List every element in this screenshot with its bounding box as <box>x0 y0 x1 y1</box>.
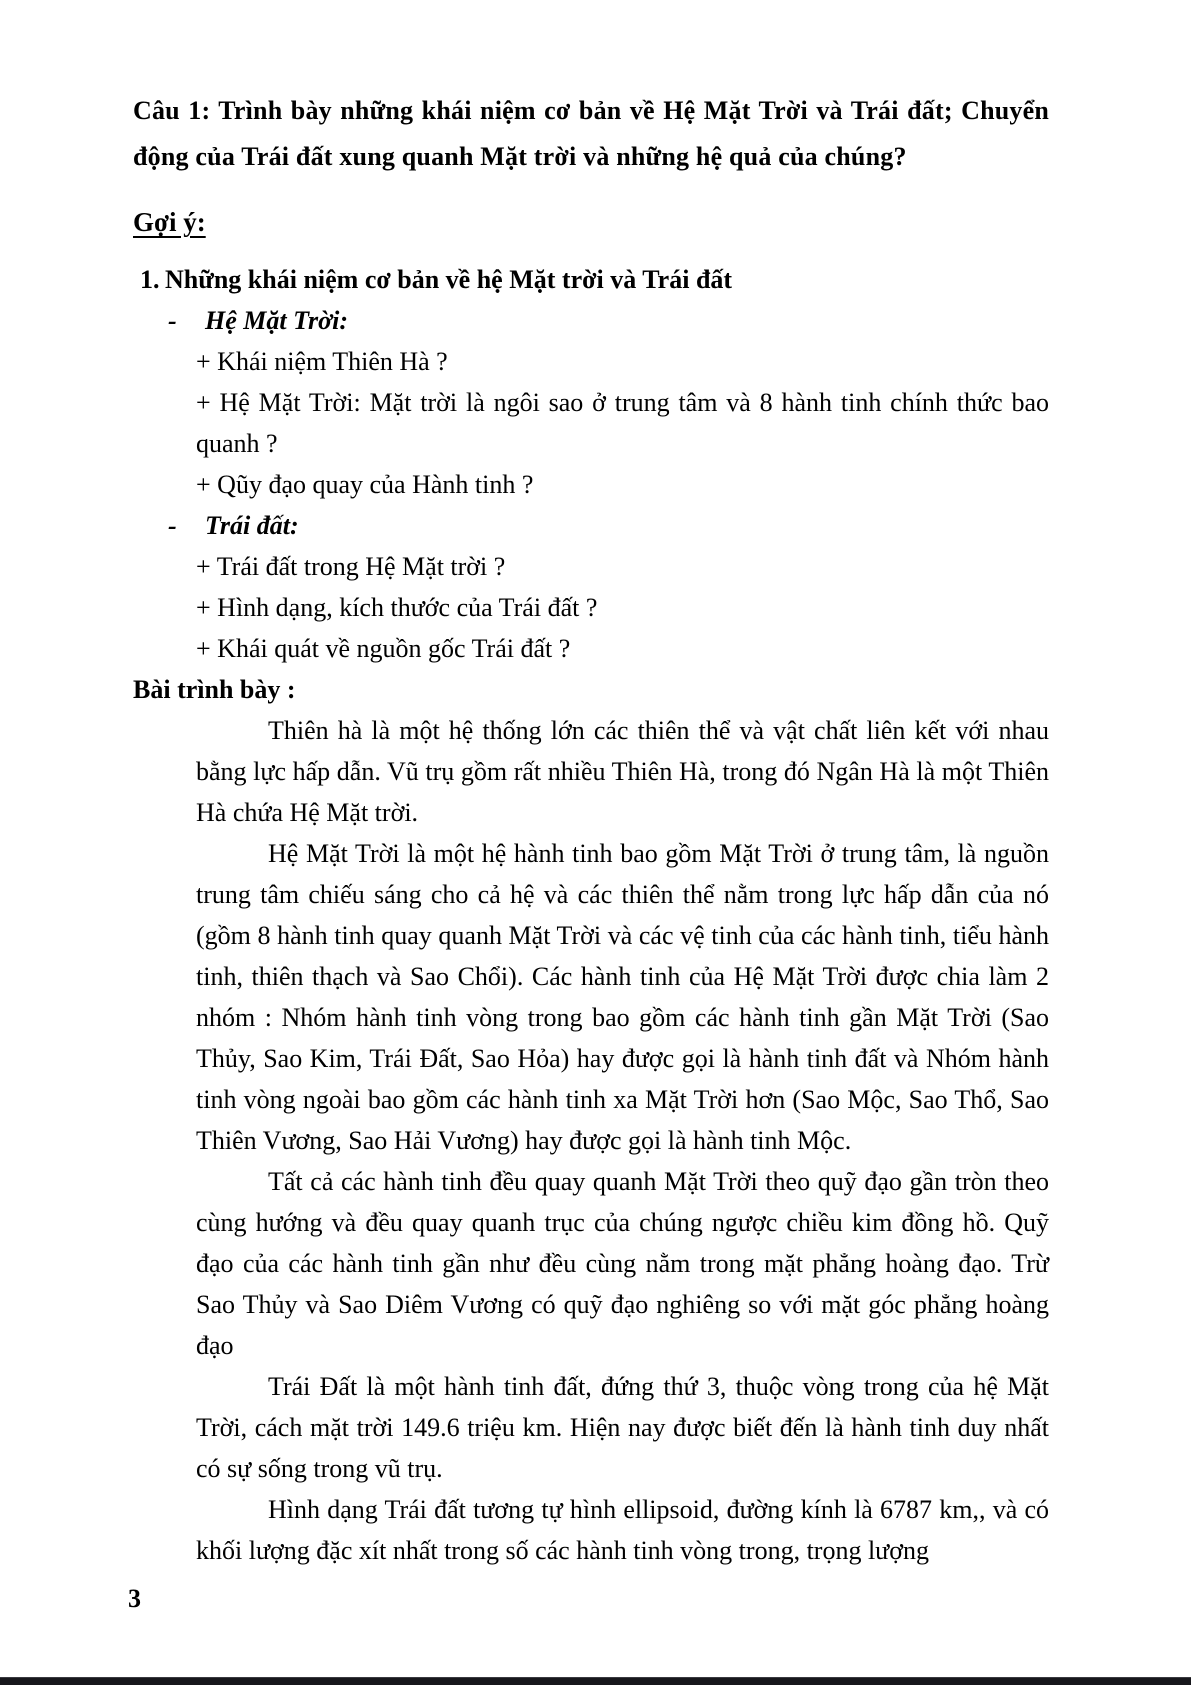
hint-label: Gợi ý: <box>133 207 206 237</box>
outline-point: + Khái niệm Thiên Hà ? <box>196 347 448 376</box>
scan-edge-bar <box>0 1677 1191 1685</box>
outline-item-heading: Những khái niệm cơ bản về hệ Mặt trời và Trái đất <box>165 265 733 294</box>
essay-paragraph: Hệ Mặt Trời là một hệ hành tinh bao gồm Mặt Trời ở trung tâm, là nguồn trung tâm chiếu sáng cho cả hệ và các thiên thể nằm trong lực hấp dẫn của nó (gồm 8 hành tinh quay quanh Mặt Trời và các vệ tinh của các hành tinh, tiểu hành tinh, thiên thạch và Sao Chổi). Các hành tinh của Hệ Mặt Trời được chia làm 2 nhóm : Nhóm hành tinh vòng trong bao gồm các hành tinh gần Mặt Trời (Sao Thủy, Sao Kim, Trái Đất, Sao Hỏa) hay được gọi là hành tinh đất và Nhóm hành tinh vòng ngoài bao gồm các hành tinh xa Mặt Trời hơn (Sao Mộc, Sao Thổ, Sao Thiên Vương, Sao Hải Vương) hay được gọi là hành tinh Mộc. <box>196 839 1049 1155</box>
outline-point: + Khái quát về nguồn gốc Trái đất ? <box>196 634 571 663</box>
outline-point: + Hình dạng, kích thước của Trái đất ? <box>196 593 598 622</box>
outline-group-solar-system <box>168 300 1049 341</box>
essay-paragraph: Trái Đất là một hành tinh đất, đứng thứ 3, thuộc vòng trong của hệ Mặt Trời, cách mặt trời 149.6 triệu km. Hiện nay được biết đến là hành tinh duy nhất có sự sống trong vũ trụ. <box>196 1372 1049 1483</box>
essay-paragraph: Thiên hà là một hệ thống lớn các thiên thể và vật chất liên kết với nhau bằng lực hấp dẫn. Vũ trụ gồm rất nhiều Thiên Hà, trong đó Ngân Hà là một Thiên Hà chứa Hệ Mặt trời. <box>196 716 1049 827</box>
essay-label: Bài trình bày : <box>133 675 296 704</box>
outline-point: + Trái đất trong Hệ Mặt trời ? <box>196 552 506 581</box>
dash-bullet: - <box>168 511 177 540</box>
question-title: Câu 1: Trình bày những khái niệm cơ bản về Hệ Mặt Trời và Trái đất; Chuyển động của Trái đất xung quanh Mặt trời và những hệ quả của chúng? <box>133 96 1049 171</box>
dash-bullet: - <box>168 306 177 335</box>
page-content <box>133 88 1049 1571</box>
outline-point: + Qũy đạo quay của Hành tinh ? <box>196 470 534 499</box>
outline-group-earth <box>168 505 1049 546</box>
page-number: 3 <box>128 1584 141 1613</box>
outline-group-label: Trái đất: <box>205 511 299 540</box>
outline-item-number: 1. <box>140 265 160 294</box>
essay-paragraph: Tất cả các hành tinh đều quay quanh Mặt Trời theo quỹ đạo gần tròn theo cùng hướng và đều quay quanh trục của chúng ngược chiều kim đồng hồ. Quỹ đạo của các hành tinh gần như đều cùng nằm trong mặt phẳng hoàng đạo. Trừ Sao Thủy và Sao Diêm Vương có quỹ đạo nghiêng so với mặt góc phẳng hoàng đạo <box>196 1167 1049 1360</box>
outline-point: + Hệ Mặt Trời: Mặt trời là ngôi sao ở trung tâm và 8 hành tinh chính thức bao quanh ? <box>196 388 1049 458</box>
hint-row <box>133 180 1049 243</box>
outline-item-1 <box>133 259 1049 300</box>
outline-group-label: Hệ Mặt Trời: <box>205 306 348 335</box>
essay-paragraph: Hình dạng Trái đất tương tự hình ellipsoid, đường kính là 6787 km,, và có khối lượng đặc xít nhất trong số các hành tinh vòng trong, trọng lượng <box>196 1495 1049 1565</box>
